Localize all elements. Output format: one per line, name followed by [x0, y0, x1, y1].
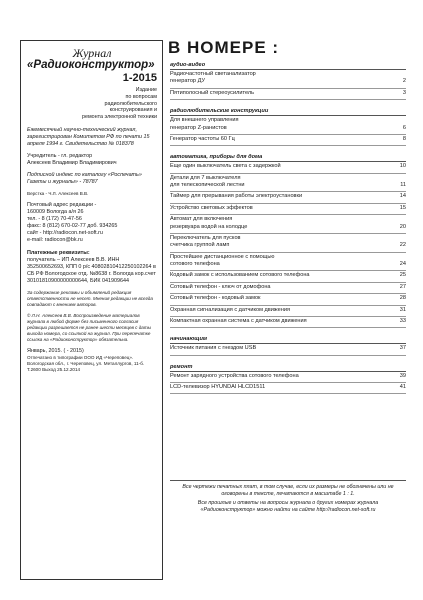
toc-entry-page: 31	[399, 306, 406, 313]
toc-entry-page: 15	[399, 204, 406, 211]
toc-entry-page: 39	[399, 372, 406, 379]
toc-entry[interactable]	[170, 294, 406, 305]
registration-note: Ежемесячный научно-технический журнал, зарегистрирован Комитетом РФ по печати 15 апреля 1994 г. Свидетельство № 018378	[27, 126, 150, 147]
founder-name: Алексеев Владимир Владимирович	[27, 160, 117, 167]
toc-entry-page: 24	[399, 261, 406, 267]
toc-entry-title: LCD-телевизор HYUNDAI HLCD1511	[170, 384, 266, 390]
toc-entry-page: 25	[399, 272, 406, 279]
toc-entry-title: Еще один выключатель света с задержкой	[170, 163, 281, 170]
contents-title: В НОМЕРЕ :	[168, 38, 280, 57]
toc-entry[interactable]	[170, 234, 406, 253]
toc-entry[interactable]	[170, 174, 406, 193]
phone: тел. - 8 (172) 70-47-56	[27, 216, 82, 223]
printing-note: Отпечатано в типографии ООО ИД «Череповец». Вологодская обл., г. Череповец, ул. Металлургов, 11-б. Т.2600 Выход 25.12.2014	[27, 354, 145, 372]
note-line-2: Все прошлые и ответы на вопросы журнала о других номерах журнала «Радиоконструктор» можно найти на сайте http://radiocon.net-soft.ru	[197, 500, 379, 514]
toc-entry[interactable]	[170, 253, 406, 272]
toc-entry[interactable]	[170, 204, 406, 215]
imprint-panel	[20, 40, 163, 580]
payment-details: получатель – ИП Алексеев В.В. ИНН 352500652693, КПП 0 р/с 40802810412250102264 в СБ РФ Вологодское отд. №8638 г. Вологда кор.счет 30101810900000000644, БИК 041909644	[27, 257, 156, 285]
toc-entry-page: 28	[399, 295, 406, 302]
toc-entry-title: Источник питания с гнездом USB	[170, 345, 257, 352]
toc-entry[interactable]	[170, 89, 406, 100]
toc-entry-title: Пятиполосный стереоусилитель	[170, 89, 255, 96]
toc-entry[interactable]	[170, 271, 406, 282]
toc-entry-page: 33	[399, 317, 406, 324]
toc-entry-title: Компактная охранная система с датчиком движения	[170, 317, 307, 324]
toc-entry[interactable]	[170, 162, 406, 173]
toc-entry[interactable]	[170, 215, 406, 234]
toc-entry[interactable]	[170, 344, 406, 355]
toc-entry-title: Ремонт зарядного устройства сотового телефона	[170, 372, 299, 379]
toc-entry[interactable]	[170, 192, 406, 203]
toc-entry[interactable]	[170, 135, 406, 146]
toc-entry[interactable]	[170, 383, 406, 394]
toc-entry-page: 2	[402, 78, 406, 85]
subscription-note: Подписной индекс по каталогу «Роспечать» Газеты и журналы» - 78787	[27, 172, 142, 186]
journal-name: «Радиоконструктор»	[27, 59, 155, 71]
toc-entry[interactable]	[170, 116, 406, 135]
toc-entry-title: Охранная сигнализация с датчиком движения	[170, 306, 290, 313]
toc-entry-title: Кодовый замок с использованием сотового телефона	[170, 272, 310, 279]
toc-entry-page: 3	[402, 89, 406, 96]
toc-entry-title: Сотовый телефон - кодовый замок	[170, 295, 261, 302]
toc-section-heading: начинающим	[170, 336, 406, 344]
layout-note: Верстка - Ч.Л. Алексеев В.В.	[27, 191, 89, 197]
toc-entry[interactable]	[170, 306, 406, 317]
issue-number: 1-2015	[122, 72, 157, 85]
toc-entry-page: 14	[399, 193, 406, 200]
toc-entry[interactable]	[170, 372, 406, 383]
toc-entry-page: 20	[399, 223, 406, 230]
toc-entry-page: 22	[399, 242, 406, 249]
address: 160009 Вологда а/я 26	[27, 209, 84, 216]
editorial-note: За содержание рекламы и объявлений редакция ответственности не несет. Мнения редакции не всегда совпадают с мнением авторов.	[27, 290, 153, 308]
toc-entry-title: Для внешнего управления генератор Z-ранистов	[170, 117, 239, 131]
toc-entry-page: 11	[400, 182, 406, 188]
toc-entry-page: 41	[399, 384, 406, 390]
site-link[interactable]: сайт - http://radiocon.net-soft.ru	[27, 230, 103, 237]
founder-label: Учредитель - гл. редактор	[27, 153, 93, 160]
journal-word: Журнал	[72, 46, 112, 60]
toc-entry[interactable]	[170, 283, 406, 294]
toc-entry-title: Таймер для прерывания работы электроустановки	[170, 193, 303, 200]
toc-section-heading: автоматика, приборы для дома	[170, 154, 406, 162]
footer-note	[170, 480, 406, 515]
issue-date: Январь, 2015. ( - 2015)	[27, 347, 84, 354]
fax: факс: 8 (812) 670-02-77 доб. 934265	[27, 223, 118, 230]
toc-entry-page: 27	[399, 283, 406, 290]
toc-entry-title: Автомат для включения резервуара водой на колодце	[170, 216, 248, 230]
toc-entry-title: Генератор частоты 60 Гц	[170, 135, 235, 142]
note-line-1: Все чертежи печатных плат, в том случае, если их размеры не обозначены или не оговорены в тексте, печатаются в масштабе 1 : 1.	[182, 484, 394, 498]
toc-entry-title: Сотовый телефон - ключ от домофона	[170, 283, 271, 290]
toc-entry-title: Переключатель для пусков счетчика группой ламп	[170, 234, 241, 249]
toc-entry[interactable]	[170, 317, 406, 328]
toc-entry-page: 8	[402, 135, 406, 142]
toc-entry-title: Простейшее дистанционное с помощью сотового телефона	[170, 253, 275, 267]
toc-section-heading: аудио-видео	[170, 62, 406, 70]
journal-description: Издание по вопросам радиолюбительского конструирования и ремонта электронной техники	[81, 87, 157, 121]
toc-entry-title: Детали для 7 выключателя для телескопической лестни	[170, 174, 245, 188]
toc-entry[interactable]	[170, 70, 406, 89]
contact-block	[27, 202, 157, 244]
copyright-note: © Л.Н. Алексеев В.В. Воспроизведение материалов журнала в любой форме без письменного согласия редакции разрешается не ранее шести месяцев с даты выхода номера, со ссылкой на журнал. При перепечатке ссылка на «Радиоконструктор» обязательна.	[27, 313, 152, 342]
toc-entry-page: 6	[402, 124, 406, 131]
toc-entry-title: Радиочастотный светанализатор генератор ДУ	[170, 71, 256, 85]
toc-entry-page: 37	[399, 345, 406, 352]
email-link[interactable]: e-mail: radiocon@bk.ru	[27, 237, 83, 244]
toc-entry-page: 10	[399, 163, 406, 170]
table-of-contents	[170, 62, 406, 394]
founder-block	[27, 153, 157, 167]
toc-section-heading: радиолюбительские конструкции	[170, 108, 406, 116]
address-title: Почтовый адрес редакции -	[27, 202, 97, 209]
toc-entry-title: Устройство световых эффектов	[170, 204, 253, 211]
toc-section-heading: ремонт	[170, 364, 406, 372]
payment-title: Платежные реквизиты:	[27, 250, 90, 257]
